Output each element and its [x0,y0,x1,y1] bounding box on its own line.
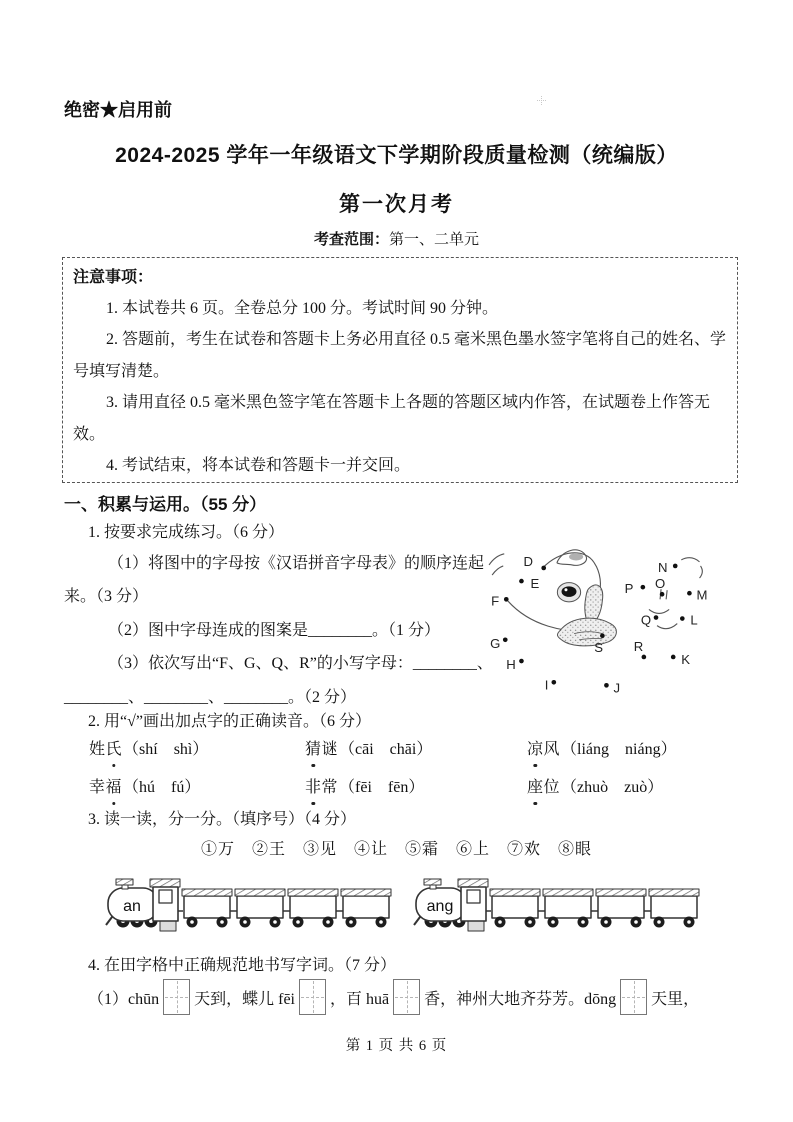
cab-window [159,890,172,903]
word-text: 位 [543,779,561,796]
q4-text-segment: ，百 huā [330,990,390,1008]
page-subtitle: 第一次月考 [339,193,454,216]
train-ang [414,879,699,931]
dotted-char: 猜 [305,736,322,763]
scope-value: 第一、二单元 [389,232,480,248]
connect-the-dots-image [483,532,741,700]
letter-label: F [491,593,500,609]
pinyin-options: （liáng niáng） [561,741,677,758]
word-entry [89,774,305,801]
word-entry [305,774,527,801]
notice-line: 3. 请用直径 0.5 毫米黑色签字笔在答题卡上各题的答题区域内作答，在试题卷上作答无 [106,394,711,412]
train-cars [486,889,699,928]
train-car [288,889,338,928]
train-an [106,879,391,931]
dotted-char: 座 [527,774,544,801]
chimney-cap [424,879,441,885]
train-car [596,889,646,928]
train-car [182,889,232,928]
question-4-heading: 4. 在田字格中正确规范地书写字词。（7 分） [88,957,397,974]
word-entry [89,736,305,763]
question-1-body [64,547,514,714]
word-text: 常 [321,779,339,796]
dotted-char: 福 [106,774,123,801]
letter-label: Q [640,612,652,628]
letter-label: G [490,635,501,651]
notice-box [62,257,738,483]
cab-roof [150,879,180,887]
word-entry [527,774,737,801]
letter-label: E [530,576,540,592]
print-artifact-mark [537,96,546,105]
section-1-heading: 一、积累与运用。（55 分） [64,495,267,514]
word-text: 谜 [321,741,339,758]
scope-label: 考查范围： [313,232,389,248]
word-text: 幸 [89,779,106,796]
pinyin-options: （zhuò zuò） [561,779,664,796]
q4-text-segment: （1）chūn [88,990,160,1008]
question-2-word-grid [89,736,737,801]
letter-label: K [681,652,691,668]
tianzige-box [299,979,326,1015]
notice-line: 4. 考试结束，将本试卷和答题卡一并交回。 [106,457,411,475]
word-text: 姓 [89,741,106,758]
letter-label: M [696,587,708,603]
dotted-char: 氏 [106,736,123,763]
train-car [235,889,285,928]
scope-line [0,228,793,249]
page-title: 2024-2025 学年一年级语文下学期阶段质量检测（统编版） [115,144,678,167]
letter-label: P [624,581,634,597]
cab-roof [458,879,488,887]
question-1-line: （3）依次写出“F、G、Q、R”的小写字母：________、 [108,655,493,673]
notice-line: 效。 [73,425,106,443]
chimney-cap [116,879,133,885]
question-1-line: （2）图中字母连成的图案是________。（1 分） [108,621,441,639]
train-cars [178,889,391,928]
secret-label: 绝密★启用前 [64,100,172,120]
q4-text-segment: 香，神州大地齐芬芳。dōng [424,990,617,1008]
pinyin-options: （hú fú） [123,779,201,796]
question-4-line [88,977,699,1017]
letter-label: L [690,612,698,628]
question-3-heading: 3. 读一读，分一分。（填序号）（4 分） [88,811,357,828]
question-1-line: ________、________、________。（2 分） [64,688,357,706]
dotted-char: 非 [305,774,322,801]
q4-text-segment: 天到，蝶儿 fēi [194,990,295,1008]
train-car [341,889,391,928]
train-sorting-image [95,866,705,940]
pinyin-options: （fēi fēn） [339,779,425,796]
tianzige-box [620,979,647,1015]
word-text: 风 [543,741,561,758]
duck-crest-shade [569,553,583,560]
train-car [490,889,540,928]
dotted-char: 凉 [527,736,544,763]
train-label: ang [426,898,454,915]
letter-label: H [506,657,516,673]
tianzige-box [393,979,420,1015]
duck-eye-pupil [562,586,577,597]
cab-window [467,890,480,903]
question-2-heading: 2. 用“√”画出加点字的正确读音。（6 分） [88,713,371,730]
notice-line: 1. 本试卷共 6 页。全卷总分 100 分。考试时间 90 分钟。 [106,300,499,317]
pinyin-options: （shí shì） [123,741,209,758]
letter-label: O [655,576,666,592]
pinyin-options: （cāi chāi） [339,741,433,758]
word-entry [527,736,737,763]
train-car [649,889,699,928]
question-1-line: 来。（3 分） [64,588,149,606]
letter-label: J [613,680,621,696]
letter-label: S [594,639,604,655]
question-3-options: ①万 ②王 ③见 ④让 ⑤霜 ⑥上 ⑦欢 ⑧眼 [200,841,592,858]
letter-label: R [633,638,644,654]
letter-label: D [523,553,533,569]
duck-eye-glint [564,588,567,591]
question-1-heading: 1. 按要求完成练习。（6 分） [88,524,285,541]
notice-heading: 注意事项： [73,269,154,286]
train-label: an [123,898,141,915]
question-1-line: （1）将图中的字母按《汉语拼音字母表》的顺序连起 [108,555,485,572]
letter-label: I [544,677,549,693]
q4-text-segment: 天里， [651,990,700,1008]
tianzige-box [163,979,190,1015]
train-car [543,889,593,928]
page-footer: 第 1 页 共 6 页 [345,1038,448,1054]
notice-line: 号填写清楚。 [73,362,170,380]
notice-line: 2. 答题前，考生在试卷和答题卡上务必用直径 0.5 毫米黑色墨水签字笔将自己的姓名、学 [106,331,727,349]
letter-label: N [658,559,668,575]
word-entry [305,736,527,763]
